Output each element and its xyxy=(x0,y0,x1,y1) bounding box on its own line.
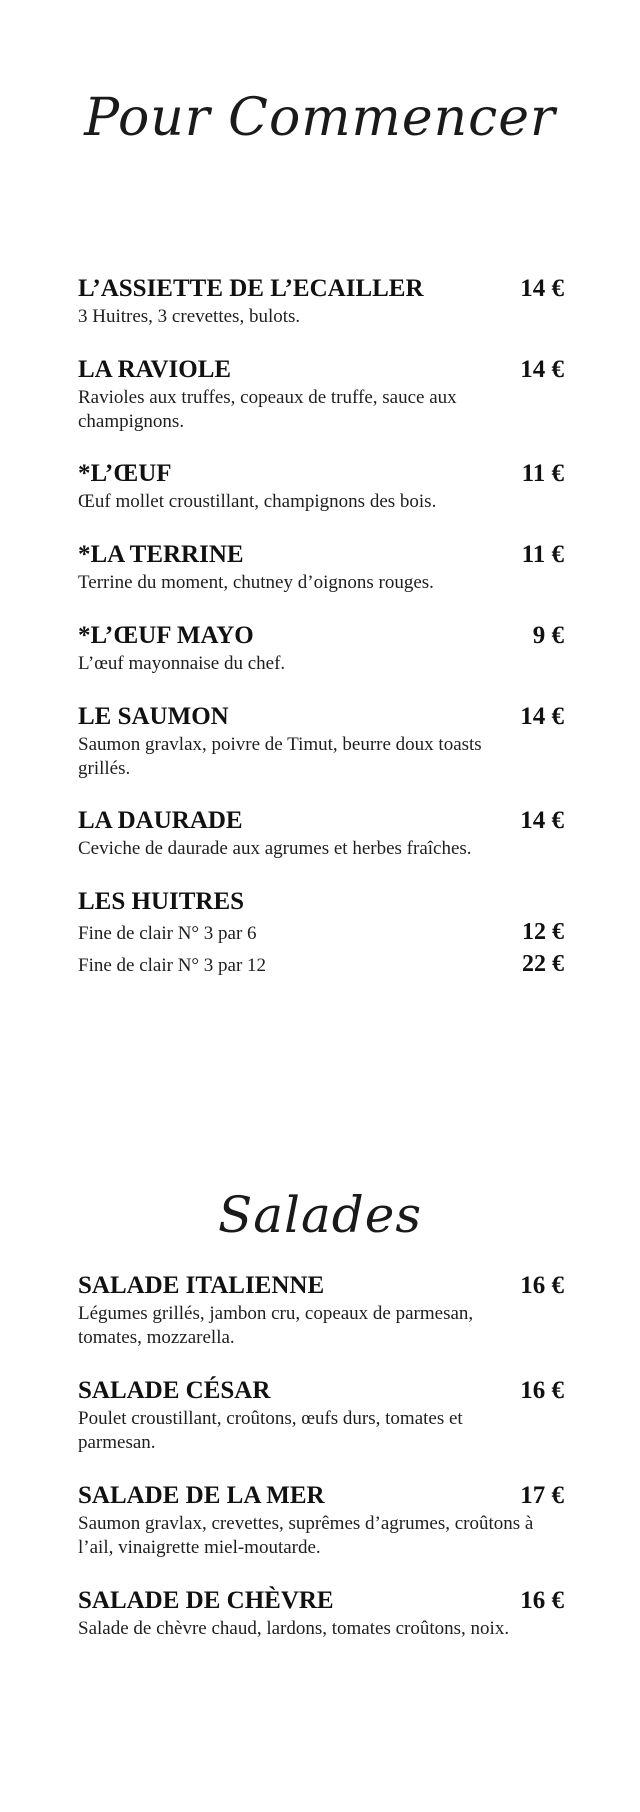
item-description: Ravioles aux truffes, copeaux de truffe, sauce aux champignons. xyxy=(78,387,457,432)
item-name: SALADE DE LA MER xyxy=(78,1482,325,1509)
item-description: L’œuf mayonnaise du chef. xyxy=(78,653,286,674)
item-price: 16 € xyxy=(520,1587,564,1614)
oyster-option xyxy=(78,949,564,981)
menu-item-salade-italienne xyxy=(78,1271,564,1350)
menu-item-saumon xyxy=(78,702,564,781)
item-price: 11 € xyxy=(521,460,564,487)
item-price: 11 € xyxy=(521,541,564,568)
menu-item-terrine xyxy=(78,540,564,595)
menu-item-oeuf xyxy=(78,459,564,514)
item-description: 3 Huitres, 3 crevettes, bulots. xyxy=(78,306,301,327)
option-price: 22 € xyxy=(522,951,564,977)
menu-item-salade-mer xyxy=(78,1481,564,1560)
item-description: Saumon gravlax, poivre de Timut, beurre doux toasts grillés. xyxy=(78,734,482,779)
item-price: 16 € xyxy=(520,1377,564,1404)
item-name: *L’ŒUF xyxy=(78,460,172,487)
item-name: SALADE ITALIENNE xyxy=(78,1272,325,1299)
item-description: Ceviche de daurade aux agrumes et herbes fraîches. xyxy=(78,838,472,859)
menu-item-raviole xyxy=(78,355,564,434)
item-price: 16 € xyxy=(520,1272,564,1299)
salads-title: Salades xyxy=(217,1186,423,1244)
item-name: SALADE CÉSAR xyxy=(78,1377,271,1404)
item-description: Saumon gravlax, crevettes, suprêmes d’agrumes, croûtons à l’ail, vinaigrette miel-moutarde. xyxy=(78,1513,534,1558)
starters-title: Pour Commencer xyxy=(84,88,556,148)
option-price: 12 € xyxy=(522,919,564,945)
item-name: LES HUITRES xyxy=(78,888,245,915)
item-description: Poulet croustillant, croûtons, œufs durs, tomates et parmesan. xyxy=(78,1408,463,1453)
item-name: LA DAURADE xyxy=(78,807,243,834)
item-name: SALADE DE CHÈVRE xyxy=(78,1587,334,1614)
item-price: 9 € xyxy=(532,622,564,649)
option-label: Fine de clair N° 3 par 12 xyxy=(78,955,267,976)
menu-item-salade-cesar xyxy=(78,1376,564,1455)
item-name: L’ASSIETTE DE L’ECAILLER xyxy=(78,275,424,302)
item-price: 14 € xyxy=(520,703,564,730)
item-description: Œuf mollet croustillant, champignons des bois. xyxy=(78,491,437,512)
item-name: *LA TERRINE xyxy=(78,541,244,568)
menu-item-salade-chevre xyxy=(78,1586,564,1641)
item-price: 17 € xyxy=(520,1482,564,1509)
item-description: Légumes grillés, jambon cru, copeaux de parmesan, tomates, mozzarella. xyxy=(78,1303,474,1348)
item-description: Salade de chèvre chaud, lardons, tomates croûtons, noix. xyxy=(78,1618,510,1639)
item-name: LA RAVIOLE xyxy=(78,356,232,383)
menu-item-assiette xyxy=(78,274,564,329)
option-label: Fine de clair N° 3 par 6 xyxy=(78,923,257,944)
item-price: 14 € xyxy=(520,356,564,383)
item-price: 14 € xyxy=(520,275,564,302)
item-name: *L’ŒUF MAYO xyxy=(78,622,254,649)
item-name: LE SAUMON xyxy=(78,703,229,730)
menu-item-huitres xyxy=(78,887,564,981)
menu-item-oeuf-mayo xyxy=(78,621,564,676)
oyster-option xyxy=(78,917,564,949)
item-description: Terrine du moment, chutney d’oignons rouges. xyxy=(78,572,434,593)
item-price: 14 € xyxy=(520,807,564,834)
menu-item-daurade xyxy=(78,806,564,861)
